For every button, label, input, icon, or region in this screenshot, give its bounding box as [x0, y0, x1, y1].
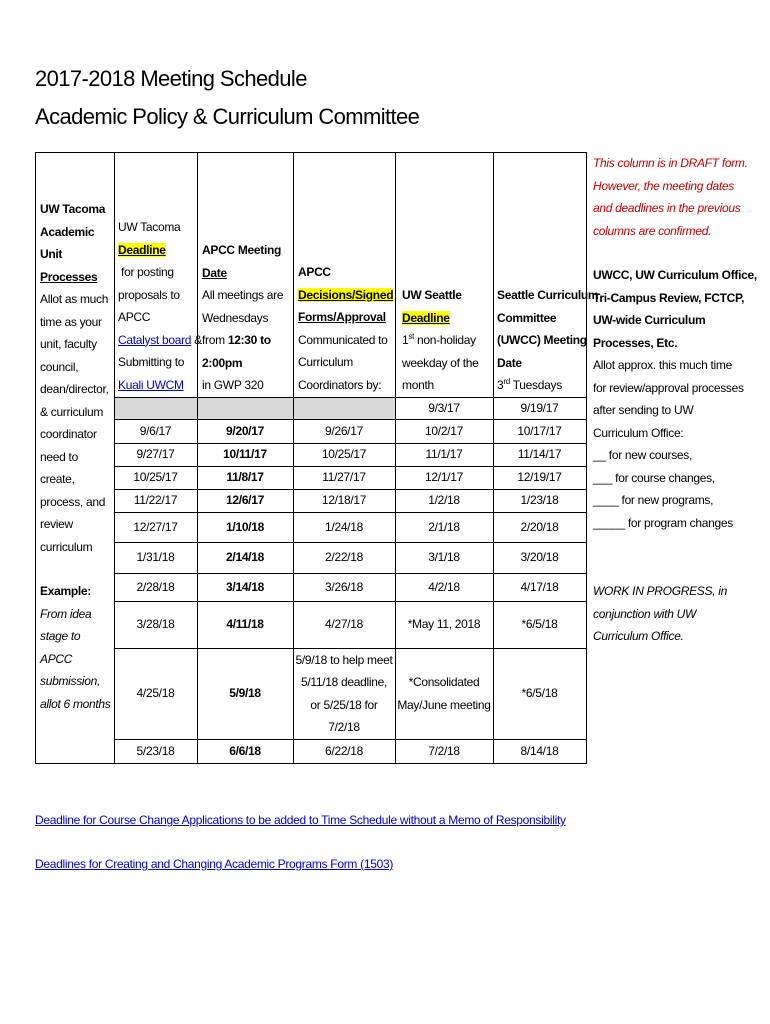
table-cell-c5: 9/3/17 [428, 400, 460, 415]
table-cell-c6: 3/20/18 [520, 550, 559, 565]
table-cell-c6: 8/14/18 [520, 743, 559, 758]
col3-time: 12:30 to [227, 333, 271, 347]
col2-amp: & [191, 332, 202, 347]
course-change-link[interactable]: Deadline for Course Change Applications to be added to Time Schedule without a Memo of Responsibility [35, 813, 566, 827]
col1-line: need to create, [40, 449, 78, 486]
table-cell-c5: 7/2/18 [428, 743, 460, 758]
wip-line: WORK IN PROGRESS, in [593, 584, 728, 598]
table-cell-c3: 4/11/18 [226, 617, 264, 632]
col1-line: council, [40, 359, 79, 374]
cell-line: May/June meeting [397, 697, 491, 712]
table-cell-c3: 6/6/18 [229, 743, 261, 758]
col2-line: Submitting to [118, 355, 185, 369]
review-line: for review/approval processes [593, 380, 744, 395]
col3-line: in GWP 320 [202, 378, 264, 392]
col5-line: UW Seattle [402, 288, 462, 302]
col1-heading: UW Tacoma [40, 202, 106, 216]
table-cell-c2: 3/28/18 [136, 617, 175, 632]
table-cell-c4: 12/18/17 [321, 493, 367, 508]
example-line: submission, [40, 674, 101, 688]
col1-line: Allot as much [40, 292, 109, 306]
title-line2: Academic Policy & Curriculum Committee [35, 104, 420, 129]
col4-line: Coordinators by: [298, 377, 382, 392]
blank-line: ____ for new programs, [593, 493, 714, 507]
table-cell-c2: 1/31/18 [136, 550, 175, 565]
cell-line: 5/11/18 deadline, [300, 675, 388, 689]
col4-line: Communicated to [298, 332, 388, 347]
table-cell-c3: 2/14/18 [226, 550, 264, 565]
col3-line: All meetings are [202, 288, 284, 302]
gray-cell [115, 397, 395, 419]
col2-header [118, 216, 202, 396]
col4-line: Curriculum [298, 355, 354, 369]
col2-line: proposals to [118, 287, 180, 302]
table-cell-c4: 6/22/18 [325, 743, 363, 758]
table-cell-c5: *May 11, 2018 [407, 617, 481, 632]
table-cell-c4 [293, 649, 395, 739]
col1-line: time as your [40, 314, 102, 329]
draft-line: However, the meeting dates [593, 178, 734, 193]
table-cell-c3: 10/11/17 [223, 447, 267, 462]
uwcc-line: Processes, Etc. [593, 335, 678, 350]
table-cell-c3: 12/6/17 [226, 493, 264, 508]
table-cell-c2: 4/25/18 [136, 686, 175, 701]
table-cell-c5: 11/1/17 [425, 447, 463, 462]
col5-header [402, 284, 494, 397]
col5-first: 1 [402, 333, 409, 347]
review-time-note [593, 354, 763, 444]
kuali-uwcm-link[interactable]: Kuali UWCM [118, 377, 184, 392]
table-cell-c5: 2/1/18 [428, 519, 460, 534]
example-body [40, 603, 114, 716]
table-cell-c5: 1/2/18 [428, 493, 460, 508]
example-label: Example: [40, 584, 91, 598]
table-cell-c2: 5/23/18 [136, 743, 175, 758]
uwcc-line: Tri-Campus Review, FCTCP, [593, 290, 745, 305]
table-cell-c3: 3/14/18 [226, 579, 264, 594]
table-cell-c3: 5/9/18 [229, 686, 261, 701]
col1-line: process, and [40, 494, 106, 509]
table-cell-c4: 4/27/18 [325, 617, 363, 632]
col3-from: from [202, 333, 228, 347]
uwcc-line: UWCC, UW Curriculum Office, [593, 268, 757, 282]
seattle-deadline-highlight: Deadline [402, 310, 450, 325]
table-cell-c3: 11/8/17 [226, 470, 264, 485]
col1-line: review [40, 517, 73, 531]
table-cell-c6: 10/17/17 [517, 423, 562, 438]
col6-line: (UWCC) Meeting [497, 333, 587, 347]
table-cell-c6: 12/19/17 [517, 470, 562, 485]
review-line: Allot approx. this much time [593, 358, 732, 372]
table-cell-c3: 1/10/18 [226, 519, 264, 534]
col3-header [202, 239, 294, 397]
col5-sup: st [408, 332, 414, 341]
col2-line: UW Tacoma [118, 220, 181, 234]
draft-line: columns are confirmed. [593, 223, 712, 238]
cell-line: or 5/25/18 for [310, 697, 378, 712]
col6-line: Date [497, 355, 522, 370]
col1-heading: Academic Unit [40, 224, 95, 261]
col1-text [40, 198, 114, 715]
title-line1: 2017-2018 Meeting Schedule [35, 66, 307, 91]
table-cell-c4: 2/22/18 [325, 550, 363, 565]
wip-line: conjunction with UW [593, 606, 697, 621]
table-cell-c5 [395, 671, 493, 716]
table-cell-c4: 1/24/18 [325, 519, 363, 534]
uwcc-processes [593, 264, 763, 354]
table-cell-c4: 10/25/17 [321, 447, 367, 462]
deadline-highlight: Deadline [118, 242, 166, 257]
table-cell-c2: 2/28/18 [136, 579, 175, 594]
table-cell-c5: 12/1/17 [425, 470, 463, 485]
table-cell-c5: 10/2/17 [425, 423, 463, 438]
col6-header [497, 284, 599, 397]
draft-line: and deadlines in the previous [593, 201, 741, 215]
draft-notice [593, 152, 763, 242]
table-cell-c4: 3/26/18 [325, 579, 363, 594]
col6-third: 3 [497, 378, 504, 392]
col6-line: Seattle Curriculum [497, 288, 599, 302]
table-cell-c3: 9/20/17 [226, 423, 264, 438]
table-cell-c2: 9/27/17 [136, 447, 175, 462]
col1-line: curriculum [40, 539, 93, 554]
table-cell-c6: 4/17/18 [520, 579, 559, 594]
review-line: Curriculum Office: [593, 425, 684, 440]
example-line: allot 6 months [40, 696, 111, 711]
cell-line: 5/9/18 to help meet [295, 652, 393, 667]
decisions-highlight: Decisions/Signed [298, 287, 394, 302]
col1-line: & curriculum [40, 404, 104, 419]
review-line: after sending to UW [593, 403, 694, 417]
table-cell-c2: 10/25/17 [133, 470, 178, 485]
table-cell-c6: *6/5/18 [521, 617, 558, 632]
col6-line: Committee [497, 310, 557, 325]
col6-sup: rd [503, 377, 510, 386]
col1-body [40, 288, 114, 558]
table-cell-c6: 1/23/18 [520, 493, 559, 508]
col2-line: APCC [118, 310, 151, 324]
table-cell-c6: 2/20/18 [520, 519, 559, 534]
uwcc-line: UW-wide Curriculum [593, 313, 706, 327]
work-in-progress [593, 580, 763, 648]
blank-line: __ for new courses, [593, 448, 693, 462]
table-cell-c5: 3/1/18 [428, 550, 460, 565]
col7-text [593, 152, 763, 534]
col3-line: Date [202, 265, 227, 280]
blank-line: ___ for course changes, [593, 470, 715, 485]
example-line: stage to APCC [40, 629, 81, 666]
table-cell-c6: *6/5/18 [521, 686, 558, 701]
col3-line: APCC Meeting [202, 243, 282, 257]
wip-line: Curriculum Office. [593, 629, 684, 643]
col4-header [298, 261, 394, 396]
example-line: From idea [40, 606, 92, 621]
col6-rest: Tuesdays [509, 378, 562, 392]
col2-line: for posting [118, 265, 174, 279]
table-cell-c5: 4/2/18 [428, 579, 460, 594]
table-cell-c4: 11/27/17 [322, 470, 366, 485]
catalyst-board-link[interactable]: Catalyst board [118, 332, 192, 347]
col1-line: unit, faculty [40, 337, 97, 351]
table-cell-c4: 9/26/17 [325, 423, 363, 438]
table-cell-c2: 12/27/17 [133, 519, 178, 534]
draft-line: This column is in DRAFT form. [593, 156, 748, 170]
col4-line: Forms/Approval [298, 310, 386, 324]
col4-line: APCC [298, 265, 331, 279]
table-cell-c2: 9/6/17 [139, 423, 172, 438]
blanks-list [593, 444, 763, 534]
col1-line: coordinator [40, 427, 97, 441]
col1-line: dean/director, [40, 382, 109, 396]
col3-line: Wednesdays [202, 310, 269, 325]
col3-time: 2:00pm [202, 355, 243, 370]
col5-line: weekday of the [402, 355, 479, 370]
cell-line: 7/2/18 [328, 720, 360, 734]
table-cell-c2: 11/22/17 [133, 493, 178, 508]
table-cell-c6: 9/19/17 [520, 400, 559, 415]
col5-rest: non-holiday [414, 333, 476, 347]
col1-heading: Processes [40, 269, 98, 284]
cell-line: *Consolidated [408, 675, 480, 689]
col5-line: month [402, 378, 434, 392]
blank-line: _____ for program changes [593, 515, 733, 530]
table-cell-c6: 11/14/17 [517, 447, 562, 462]
programs-form-link[interactable]: Deadlines for Creating and Changing Academic Programs Form (1503) [35, 857, 394, 871]
